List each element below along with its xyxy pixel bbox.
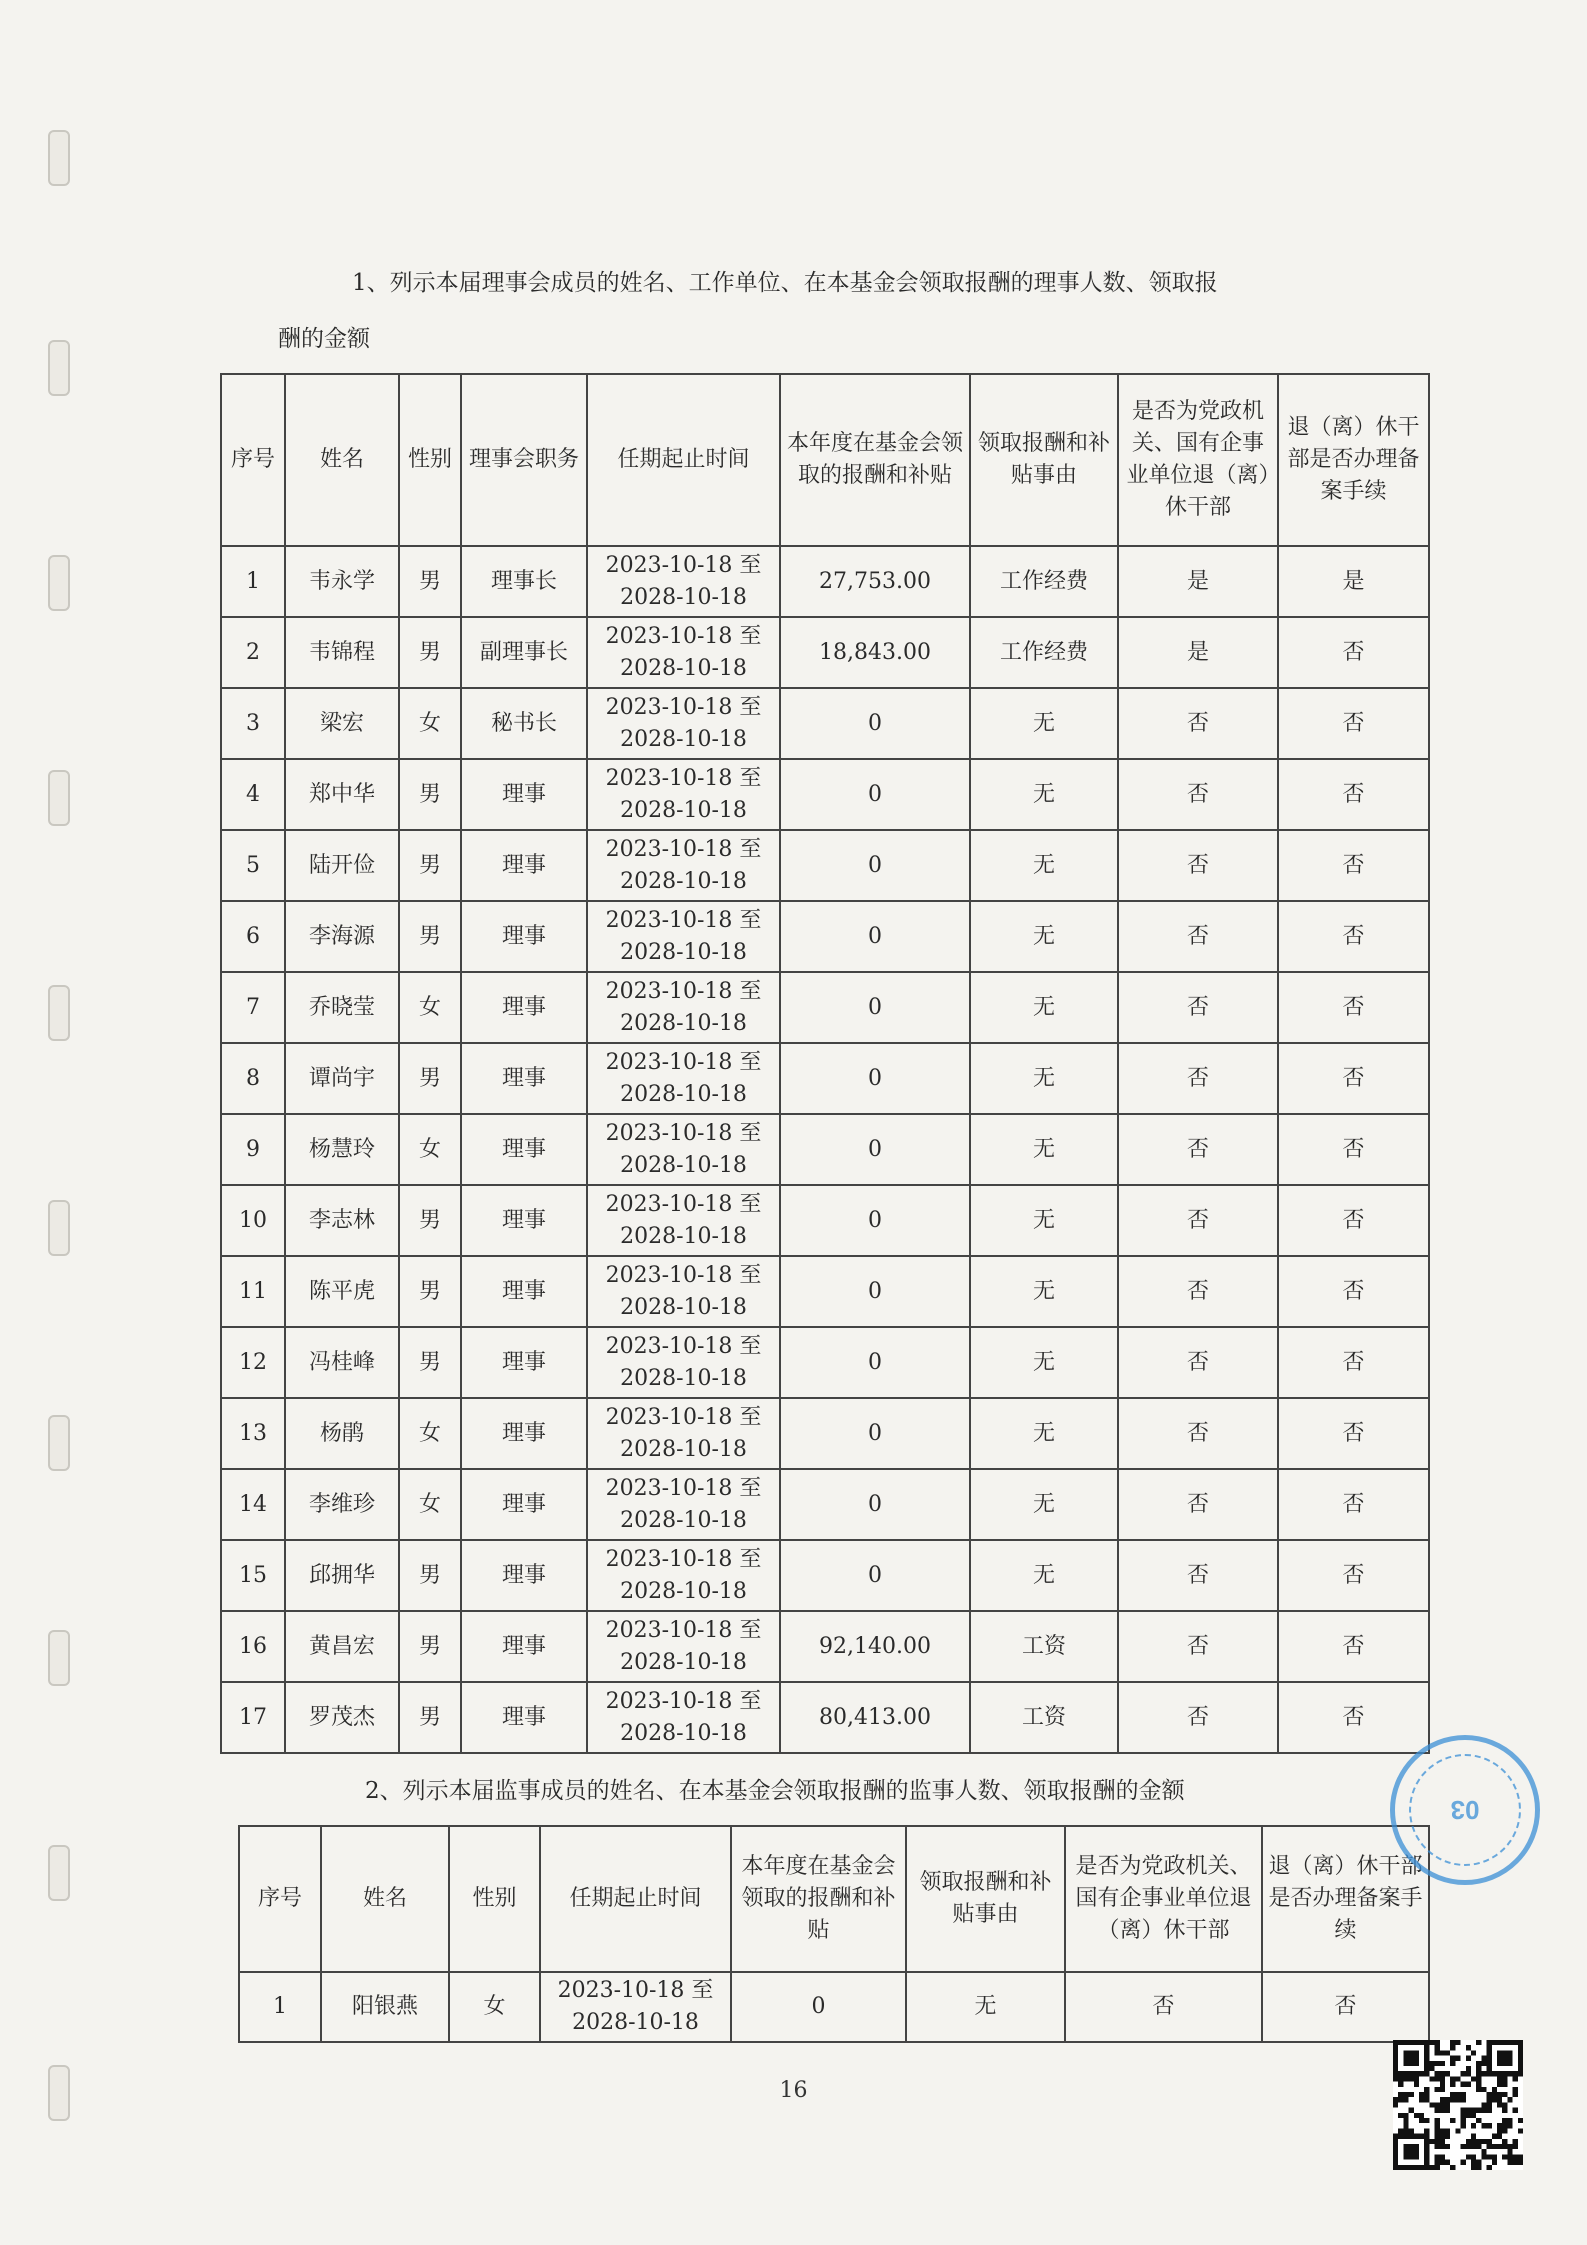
no-cell: 9 <box>221 1114 285 1185</box>
name-cell: 李维珍 <box>285 1469 399 1540</box>
no-cell: 10 <box>221 1185 285 1256</box>
term-cell <box>540 1972 731 2042</box>
term-start: 2023-10-18 至 <box>605 1475 762 1501</box>
filed-cell: 否 <box>1262 1972 1429 2042</box>
reason-cell: 无 <box>970 1398 1118 1469</box>
term-end: 2028-10-18 <box>620 1294 747 1320</box>
filed-cell: 否 <box>1278 1114 1429 1185</box>
amount-cell: 0 <box>780 1327 970 1398</box>
binding-hole <box>48 985 70 1041</box>
amount-cell: 0 <box>780 1256 970 1327</box>
term-start: 2023-10-18 至 <box>605 1333 762 1359</box>
binding-hole <box>48 1200 70 1256</box>
col-header: 性别 <box>449 1826 540 1972</box>
table-row <box>221 1043 1429 1114</box>
filed-cell: 是 <box>1278 546 1429 617</box>
no-cell: 5 <box>221 830 285 901</box>
retired-cell: 否 <box>1118 759 1278 830</box>
col-header: 退（离）休干部是否办理备案手续 <box>1278 374 1429 546</box>
role-cell: 理事 <box>461 1043 587 1114</box>
table-row <box>221 1327 1429 1398</box>
col-header: 任期起止时间 <box>540 1826 731 1972</box>
no-cell: 1 <box>239 1972 321 2042</box>
no-cell: 11 <box>221 1256 285 1327</box>
amount-cell: 0 <box>780 1185 970 1256</box>
term-start: 2023-10-18 至 <box>605 1262 762 1288</box>
term-start: 2023-10-18 至 <box>605 1049 762 1075</box>
term-cell <box>587 901 780 972</box>
filed-cell: 否 <box>1278 1185 1429 1256</box>
amount-cell: 18,843.00 <box>780 617 970 688</box>
term-start: 2023-10-18 至 <box>605 1617 762 1643</box>
retired-cell: 否 <box>1118 688 1278 759</box>
section2-heading-text: 2、列示本届监事成员的姓名、在本基金会领取报酬的监事人数、领取报酬的金额 <box>365 1778 1185 1804</box>
term-start: 2023-10-18 至 <box>605 765 762 791</box>
reason-cell: 无 <box>970 1469 1118 1540</box>
gender-cell: 男 <box>399 546 461 617</box>
term-start: 2023-10-18 至 <box>605 978 762 1004</box>
supervisors-table <box>238 1825 1430 2043</box>
amount-cell: 0 <box>780 830 970 901</box>
term-cell <box>587 1398 780 1469</box>
no-cell: 4 <box>221 759 285 830</box>
term-cell <box>587 759 780 830</box>
role-cell: 理事长 <box>461 546 587 617</box>
col-header: 是否为党政机关、国有企事业单位退（离）休干部 <box>1118 374 1278 546</box>
retired-cell: 否 <box>1118 1398 1278 1469</box>
term-cell <box>587 972 780 1043</box>
no-cell: 14 <box>221 1469 285 1540</box>
retired-cell: 否 <box>1065 1972 1262 2042</box>
amount-cell: 0 <box>780 1398 970 1469</box>
term-start: 2023-10-18 至 <box>605 623 762 649</box>
term-cell <box>587 1043 780 1114</box>
term-cell <box>587 1540 780 1611</box>
board-members-table <box>220 373 1430 1754</box>
table-row <box>221 688 1429 759</box>
role-cell: 理事 <box>461 1114 587 1185</box>
filed-cell: 否 <box>1278 1469 1429 1540</box>
role-cell: 理事 <box>461 1469 587 1540</box>
name-cell: 李海源 <box>285 901 399 972</box>
binding-hole <box>48 555 70 611</box>
term-end: 2028-10-18 <box>620 1365 747 1391</box>
col-header: 序号 <box>221 374 285 546</box>
gender-cell: 女 <box>399 1114 461 1185</box>
filed-cell: 否 <box>1278 1256 1429 1327</box>
name-cell: 罗茂杰 <box>285 1682 399 1753</box>
binding-hole <box>48 770 70 826</box>
role-cell: 理事 <box>461 759 587 830</box>
term-end: 2028-10-18 <box>620 797 747 823</box>
no-cell: 7 <box>221 972 285 1043</box>
reason-cell: 无 <box>970 1256 1118 1327</box>
term-end: 2028-10-18 <box>620 1649 747 1675</box>
role-cell: 理事 <box>461 1611 587 1682</box>
no-cell: 1 <box>221 546 285 617</box>
gender-cell: 男 <box>399 1540 461 1611</box>
section1-heading-cont <box>278 318 370 362</box>
reason-cell: 无 <box>970 1327 1118 1398</box>
name-cell: 冯桂峰 <box>285 1327 399 1398</box>
section1-heading-line1: 1、列示本届理事会成员的姓名、工作单位、在本基金会领取报酬的理事人数、领取报 <box>352 270 1218 296</box>
name-cell: 黄昌宏 <box>285 1611 399 1682</box>
reason-cell: 工资 <box>970 1682 1118 1753</box>
retired-cell: 否 <box>1118 1043 1278 1114</box>
official-seal-icon <box>1390 1735 1540 1885</box>
no-cell: 6 <box>221 901 285 972</box>
reason-cell: 无 <box>906 1972 1065 2042</box>
retired-cell: 否 <box>1118 1114 1278 1185</box>
page-number: 16 <box>779 2078 808 2103</box>
table-row <box>221 901 1429 972</box>
retired-cell: 否 <box>1118 1682 1278 1753</box>
col-header: 本年度在基金会领取的报酬和补贴 <box>780 374 970 546</box>
col-header: 姓名 <box>321 1826 449 1972</box>
no-cell: 17 <box>221 1682 285 1753</box>
role-cell: 理事 <box>461 1327 587 1398</box>
gender-cell: 女 <box>399 972 461 1043</box>
no-cell: 8 <box>221 1043 285 1114</box>
term-start: 2023-10-18 至 <box>605 907 762 933</box>
role-cell: 秘书长 <box>461 688 587 759</box>
no-cell: 3 <box>221 688 285 759</box>
gender-cell: 男 <box>399 1185 461 1256</box>
amount-cell: 0 <box>780 1540 970 1611</box>
filed-cell: 否 <box>1278 617 1429 688</box>
gender-cell: 男 <box>399 759 461 830</box>
term-end: 2028-10-18 <box>620 655 747 681</box>
amount-cell: 0 <box>731 1972 906 2042</box>
gender-cell: 女 <box>399 688 461 759</box>
term-cell <box>587 688 780 759</box>
filed-cell: 否 <box>1278 759 1429 830</box>
role-cell: 理事 <box>461 1256 587 1327</box>
table-row <box>239 1972 1429 2042</box>
table-header-row <box>239 1826 1429 1972</box>
term-end: 2028-10-18 <box>620 868 747 894</box>
retired-cell: 否 <box>1118 901 1278 972</box>
retired-cell: 否 <box>1118 972 1278 1043</box>
retired-cell: 否 <box>1118 1185 1278 1256</box>
retired-cell: 否 <box>1118 830 1278 901</box>
table-row <box>221 1469 1429 1540</box>
term-end: 2028-10-18 <box>620 1507 747 1533</box>
no-cell: 13 <box>221 1398 285 1469</box>
term-start: 2023-10-18 至 <box>605 836 762 862</box>
term-cell <box>587 546 780 617</box>
filed-cell: 否 <box>1278 1043 1429 1114</box>
term-cell <box>587 1114 780 1185</box>
gender-cell: 男 <box>399 830 461 901</box>
term-cell <box>587 1611 780 1682</box>
qr-code-icon <box>1393 2040 1523 2170</box>
gender-cell: 男 <box>399 1611 461 1682</box>
name-cell: 李志林 <box>285 1185 399 1256</box>
name-cell: 谭尚宇 <box>285 1043 399 1114</box>
name-cell: 乔晓莹 <box>285 972 399 1043</box>
role-cell: 理事 <box>461 1398 587 1469</box>
retired-cell: 否 <box>1118 1540 1278 1611</box>
no-cell: 12 <box>221 1327 285 1398</box>
term-cell <box>587 1256 780 1327</box>
amount-cell: 0 <box>780 688 970 759</box>
table-row <box>221 1611 1429 1682</box>
role-cell: 理事 <box>461 830 587 901</box>
filed-cell: 否 <box>1278 830 1429 901</box>
filed-cell: 否 <box>1278 1611 1429 1682</box>
term-start: 2023-10-18 至 <box>605 1546 762 1572</box>
term-end: 2028-10-18 <box>620 584 747 610</box>
amount-cell: 0 <box>780 1469 970 1540</box>
col-header: 是否为党政机关、国有企事业单位退（离）休干部 <box>1065 1826 1262 1972</box>
gender-cell: 男 <box>399 617 461 688</box>
term-end: 2028-10-18 <box>620 1223 747 1249</box>
reason-cell: 无 <box>970 1540 1118 1611</box>
binding-hole <box>48 340 70 396</box>
term-start: 2023-10-18 至 <box>605 1404 762 1430</box>
name-cell: 阳银燕 <box>321 1972 449 2042</box>
table-row <box>221 830 1429 901</box>
name-cell: 陈平虎 <box>285 1256 399 1327</box>
col-header: 性别 <box>399 374 461 546</box>
term-end: 2028-10-18 <box>620 1010 747 1036</box>
table-row <box>221 1256 1429 1327</box>
col-header: 姓名 <box>285 374 399 546</box>
term-cell <box>587 1327 780 1398</box>
table-header-row <box>221 374 1429 546</box>
term-cell <box>587 617 780 688</box>
reason-cell: 无 <box>970 1185 1118 1256</box>
seal-number: 03 <box>1450 1795 1480 1825</box>
table-row <box>221 1540 1429 1611</box>
table-row <box>221 546 1429 617</box>
amount-cell: 0 <box>780 759 970 830</box>
table-row <box>221 759 1429 830</box>
name-cell: 郑中华 <box>285 759 399 830</box>
col-header: 理事会职务 <box>461 374 587 546</box>
col-header: 序号 <box>239 1826 321 1972</box>
reason-cell: 无 <box>970 901 1118 972</box>
role-cell: 理事 <box>461 901 587 972</box>
role-cell: 副理事长 <box>461 617 587 688</box>
filed-cell: 否 <box>1278 688 1429 759</box>
role-cell: 理事 <box>461 972 587 1043</box>
no-cell: 2 <box>221 617 285 688</box>
amount-cell: 0 <box>780 901 970 972</box>
reason-cell: 工资 <box>970 1611 1118 1682</box>
gender-cell: 男 <box>399 1043 461 1114</box>
retired-cell: 否 <box>1118 1611 1278 1682</box>
term-cell <box>587 1682 780 1753</box>
name-cell: 邱拥华 <box>285 1540 399 1611</box>
reason-cell: 无 <box>970 830 1118 901</box>
section2-heading <box>365 1770 1185 1814</box>
gender-cell: 女 <box>399 1469 461 1540</box>
term-start: 2023-10-18 至 <box>605 694 762 720</box>
term-cell <box>587 1185 780 1256</box>
section1-heading-line2: 酬的金额 <box>278 326 370 352</box>
filed-cell: 否 <box>1278 1540 1429 1611</box>
name-cell: 梁宏 <box>285 688 399 759</box>
table-row <box>221 617 1429 688</box>
filed-cell: 否 <box>1278 1682 1429 1753</box>
term-end: 2028-10-18 <box>620 1720 747 1746</box>
term-start: 2023-10-18 至 <box>605 1191 762 1217</box>
amount-cell: 0 <box>780 972 970 1043</box>
term-end: 2028-10-18 <box>620 1436 747 1462</box>
term-start: 2023-10-18 至 <box>605 552 762 578</box>
amount-cell: 92,140.00 <box>780 1611 970 1682</box>
no-cell: 15 <box>221 1540 285 1611</box>
role-cell: 理事 <box>461 1185 587 1256</box>
amount-cell: 0 <box>780 1114 970 1185</box>
term-end: 2028-10-18 <box>620 726 747 752</box>
table-row <box>221 1185 1429 1256</box>
col-header: 退（离）休干部是否办理备案手续 <box>1262 1826 1429 1972</box>
col-header: 本年度在基金会领取的报酬和补贴 <box>731 1826 906 1972</box>
gender-cell: 女 <box>399 1398 461 1469</box>
section1-heading <box>352 262 1218 306</box>
term-cell <box>587 1469 780 1540</box>
reason-cell: 工作经费 <box>970 617 1118 688</box>
table-row <box>221 1398 1429 1469</box>
term-cell <box>587 830 780 901</box>
binding-hole <box>48 1415 70 1471</box>
retired-cell: 否 <box>1118 1469 1278 1540</box>
amount-cell: 80,413.00 <box>780 1682 970 1753</box>
gender-cell: 男 <box>399 901 461 972</box>
col-header: 任期起止时间 <box>587 374 780 546</box>
reason-cell: 无 <box>970 972 1118 1043</box>
no-cell: 16 <box>221 1611 285 1682</box>
amount-cell: 27,753.00 <box>780 546 970 617</box>
term-end: 2028-10-18 <box>620 1578 747 1604</box>
term-start: 2023-10-18 至 <box>605 1120 762 1146</box>
name-cell: 杨慧玲 <box>285 1114 399 1185</box>
amount-cell: 0 <box>780 1043 970 1114</box>
reason-cell: 无 <box>970 1043 1118 1114</box>
term-start: 2023-10-18 至 <box>605 1688 762 1714</box>
col-header: 领取报酬和补贴事由 <box>906 1826 1065 1972</box>
term-end: 2028-10-18 <box>620 1081 747 1107</box>
term-end: 2028-10-18 <box>620 1152 747 1178</box>
reason-cell: 无 <box>970 759 1118 830</box>
term-end: 2028-10-18 <box>620 939 747 965</box>
term-start: 2023-10-18 至 <box>557 1978 714 2004</box>
filed-cell: 否 <box>1278 972 1429 1043</box>
table-row <box>221 972 1429 1043</box>
retired-cell: 否 <box>1118 1327 1278 1398</box>
reason-cell: 无 <box>970 688 1118 759</box>
filed-cell: 否 <box>1278 901 1429 972</box>
filed-cell: 否 <box>1278 1398 1429 1469</box>
name-cell: 韦永学 <box>285 546 399 617</box>
retired-cell: 否 <box>1118 1256 1278 1327</box>
name-cell: 韦锦程 <box>285 617 399 688</box>
gender-cell: 男 <box>399 1256 461 1327</box>
gender-cell: 女 <box>449 1972 540 2042</box>
reason-cell: 无 <box>970 1114 1118 1185</box>
filed-cell: 否 <box>1278 1327 1429 1398</box>
term-end: 2028-10-18 <box>572 2010 699 2035</box>
col-header: 领取报酬和补贴事由 <box>970 374 1118 546</box>
gender-cell: 男 <box>399 1327 461 1398</box>
role-cell: 理事 <box>461 1540 587 1611</box>
table-row <box>221 1682 1429 1753</box>
retired-cell: 是 <box>1118 617 1278 688</box>
table-row <box>221 1114 1429 1185</box>
name-cell: 陆开俭 <box>285 830 399 901</box>
binding-hole <box>48 130 70 186</box>
gender-cell: 男 <box>399 1682 461 1753</box>
role-cell: 理事 <box>461 1682 587 1753</box>
binding-hole <box>48 1630 70 1686</box>
binding-hole <box>48 1845 70 1901</box>
reason-cell: 工作经费 <box>970 546 1118 617</box>
name-cell: 杨鹃 <box>285 1398 399 1469</box>
retired-cell: 是 <box>1118 546 1278 617</box>
